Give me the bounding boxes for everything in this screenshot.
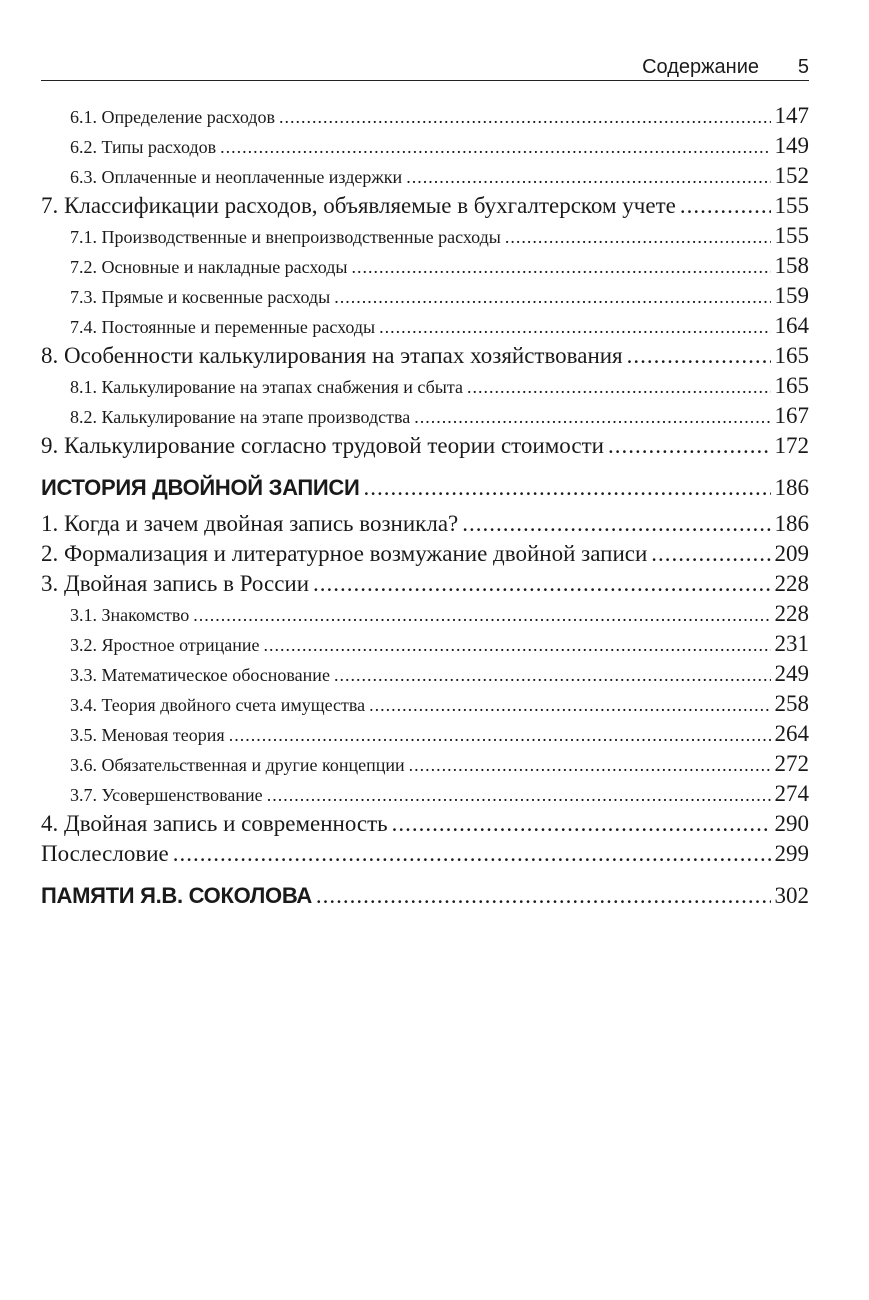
- toc-part-title: ИСТОРИЯ ДВОЙНОЙ ЗАПИСИ: [41, 475, 360, 500]
- dot-leader: [608, 431, 771, 461]
- toc-chapter-page: 186: [774, 511, 809, 536]
- dot-leader: [651, 539, 770, 569]
- toc-entry-3-4: [41, 689, 809, 719]
- toc-entry-7-3: [41, 281, 809, 311]
- toc-part-memory: [41, 881, 809, 911]
- toc-chapter-title: 1. Когда и зачем двойная запись возникла?: [41, 511, 459, 536]
- toc-chapter-title: Послесловие: [41, 841, 169, 866]
- toc-part-page: 302: [774, 883, 809, 908]
- dot-leader: [334, 660, 771, 689]
- toc-entry-8-2: [41, 401, 809, 431]
- running-head-page-number: 5: [797, 56, 809, 78]
- toc-part-title: ПАМЯТИ Я.В. СОКОЛОВА: [41, 883, 312, 908]
- toc-entry-6-2: [41, 131, 809, 161]
- toc-entry-title: 8.1. Калькулирование на этапах снабжения и сбыта: [70, 377, 463, 397]
- running-head: [41, 54, 809, 81]
- dot-leader: [462, 509, 770, 539]
- toc-entry-6-1: [41, 101, 809, 131]
- dot-leader: [193, 600, 770, 629]
- toc-history-chapter-1: [41, 509, 809, 539]
- toc-entry-3-5: [41, 719, 809, 749]
- dot-leader: [334, 282, 770, 311]
- toc-entry-title: 3.6. Обязательственная и другие концепции: [70, 755, 405, 775]
- dot-leader: [379, 312, 770, 341]
- toc-entry-title: 3.3. Математическое обоснование: [70, 665, 330, 685]
- toc-chapter-7: [41, 191, 809, 221]
- toc-chapter-title: 8. Особенности калькулирования на этапах хозяйствования: [41, 343, 623, 368]
- toc-entry-page: 149: [774, 133, 809, 158]
- dot-leader: [409, 750, 771, 779]
- dot-leader: [267, 780, 771, 809]
- toc-entry-page: 228: [774, 601, 809, 626]
- toc-entry-7-1: [41, 221, 809, 251]
- toc-entry-page: 272: [774, 751, 809, 776]
- dot-leader: [627, 341, 771, 371]
- toc-entry-page: 274: [774, 781, 809, 806]
- toc-entry-title: 7.4. Постоянные и переменные расходы: [70, 317, 376, 337]
- toc-entry-page: 258: [774, 691, 809, 716]
- toc-history-chapter-2: [41, 539, 809, 569]
- toc-entry-title: 7.1. Производственные и внепроизводственные расходы: [70, 227, 501, 247]
- dot-leader: [351, 252, 770, 281]
- toc-entry-7-4: [41, 311, 809, 341]
- running-head-title: Содержание: [642, 56, 759, 78]
- dot-leader: [392, 809, 771, 839]
- toc-entry-page: 152: [774, 163, 809, 188]
- toc-entry-page: 165: [774, 373, 809, 398]
- spacer: [41, 869, 809, 881]
- toc-entry-title: 6.2. Типы расходов: [70, 137, 217, 157]
- toc-entry-title: 7.3. Прямые и косвенные расходы: [70, 287, 331, 307]
- dot-leader: [229, 720, 771, 749]
- toc-entry-7-2: [41, 251, 809, 281]
- toc-part-page: 186: [774, 475, 809, 500]
- dot-leader: [173, 839, 771, 869]
- dot-leader: [264, 630, 771, 659]
- toc-entry-page: 155: [774, 223, 809, 248]
- dot-leader: [316, 881, 771, 911]
- toc-entry-8-1: [41, 371, 809, 401]
- toc-entry-title: 7.2. Основные и накладные расходы: [70, 257, 348, 277]
- dot-leader: [313, 569, 770, 599]
- toc-entry-page: 159: [774, 283, 809, 308]
- toc-chapter-page: 299: [774, 841, 809, 866]
- toc-part-history: [41, 473, 809, 503]
- toc-chapter-title: 2. Формализация и литературное возмужание двойной записи: [41, 541, 648, 566]
- dot-leader: [369, 690, 770, 719]
- toc-entry-3-2: [41, 629, 809, 659]
- toc-entry-page: 164: [774, 313, 809, 338]
- toc-chapter-page: 172: [774, 433, 809, 458]
- toc-chapter-page: 165: [774, 343, 809, 368]
- toc-entry-page: 264: [774, 721, 809, 746]
- dot-leader: [414, 402, 770, 431]
- toc-entry-title: 3.7. Усовершенствование: [70, 785, 263, 805]
- toc-chapter-page: 209: [774, 541, 809, 566]
- toc-chapter-8: [41, 341, 809, 371]
- toc-entry-title: 3.4. Теория двойного счета имущества: [70, 695, 366, 715]
- dot-leader: [467, 372, 771, 401]
- toc-chapter-9: [41, 431, 809, 461]
- toc-history-chapter-4: [41, 809, 809, 839]
- toc-afterword: [41, 839, 809, 869]
- toc-entry-title: 6.3. Оплаченные и неоплаченные издержки: [70, 167, 403, 187]
- toc-entry-6-3: [41, 161, 809, 191]
- dot-leader: [364, 473, 771, 503]
- toc-chapter-page: 155: [774, 193, 809, 218]
- toc-entry-3-6: [41, 749, 809, 779]
- toc-chapter-page: 228: [774, 571, 809, 596]
- toc-chapter-title: 4. Двойная запись и современность: [41, 811, 388, 836]
- toc-entry-title: 3.1. Знакомство: [70, 605, 190, 625]
- dot-leader: [279, 102, 771, 131]
- toc-entry-title: 6.1. Определение расходов: [70, 107, 275, 127]
- toc-entry-3-1: [41, 599, 809, 629]
- dot-leader: [680, 191, 771, 221]
- toc-chapter-title: 9. Калькулирование согласно трудовой теории стоимости: [41, 433, 604, 458]
- dot-leader: [220, 132, 770, 161]
- toc-chapter-title: 7. Классификации расходов, объявляемые в бухгалтерском учете: [41, 193, 676, 218]
- toc-entry-title: 8.2. Калькулирование на этапе производства: [70, 407, 411, 427]
- dot-leader: [505, 222, 771, 251]
- toc-entry-title: 3.5. Меновая теория: [70, 725, 225, 745]
- toc-entry-page: 167: [774, 403, 809, 428]
- toc-entry-title: 3.2. Яростное отрицание: [70, 635, 260, 655]
- toc-chapter-title: 3. Двойная запись в России: [41, 571, 310, 596]
- dot-leader: [406, 162, 770, 191]
- toc-history-chapter-3: [41, 569, 809, 599]
- spacer: [41, 461, 809, 473]
- toc-entry-3-3: [41, 659, 809, 689]
- toc-chapter-page: 290: [774, 811, 809, 836]
- toc-entry-page: 147: [774, 103, 809, 128]
- toc-entry-3-7: [41, 779, 809, 809]
- toc-entry-page: 231: [774, 631, 809, 656]
- toc-entry-page: 158: [774, 253, 809, 278]
- table-of-contents: [41, 101, 809, 911]
- toc-entry-page: 249: [774, 661, 809, 686]
